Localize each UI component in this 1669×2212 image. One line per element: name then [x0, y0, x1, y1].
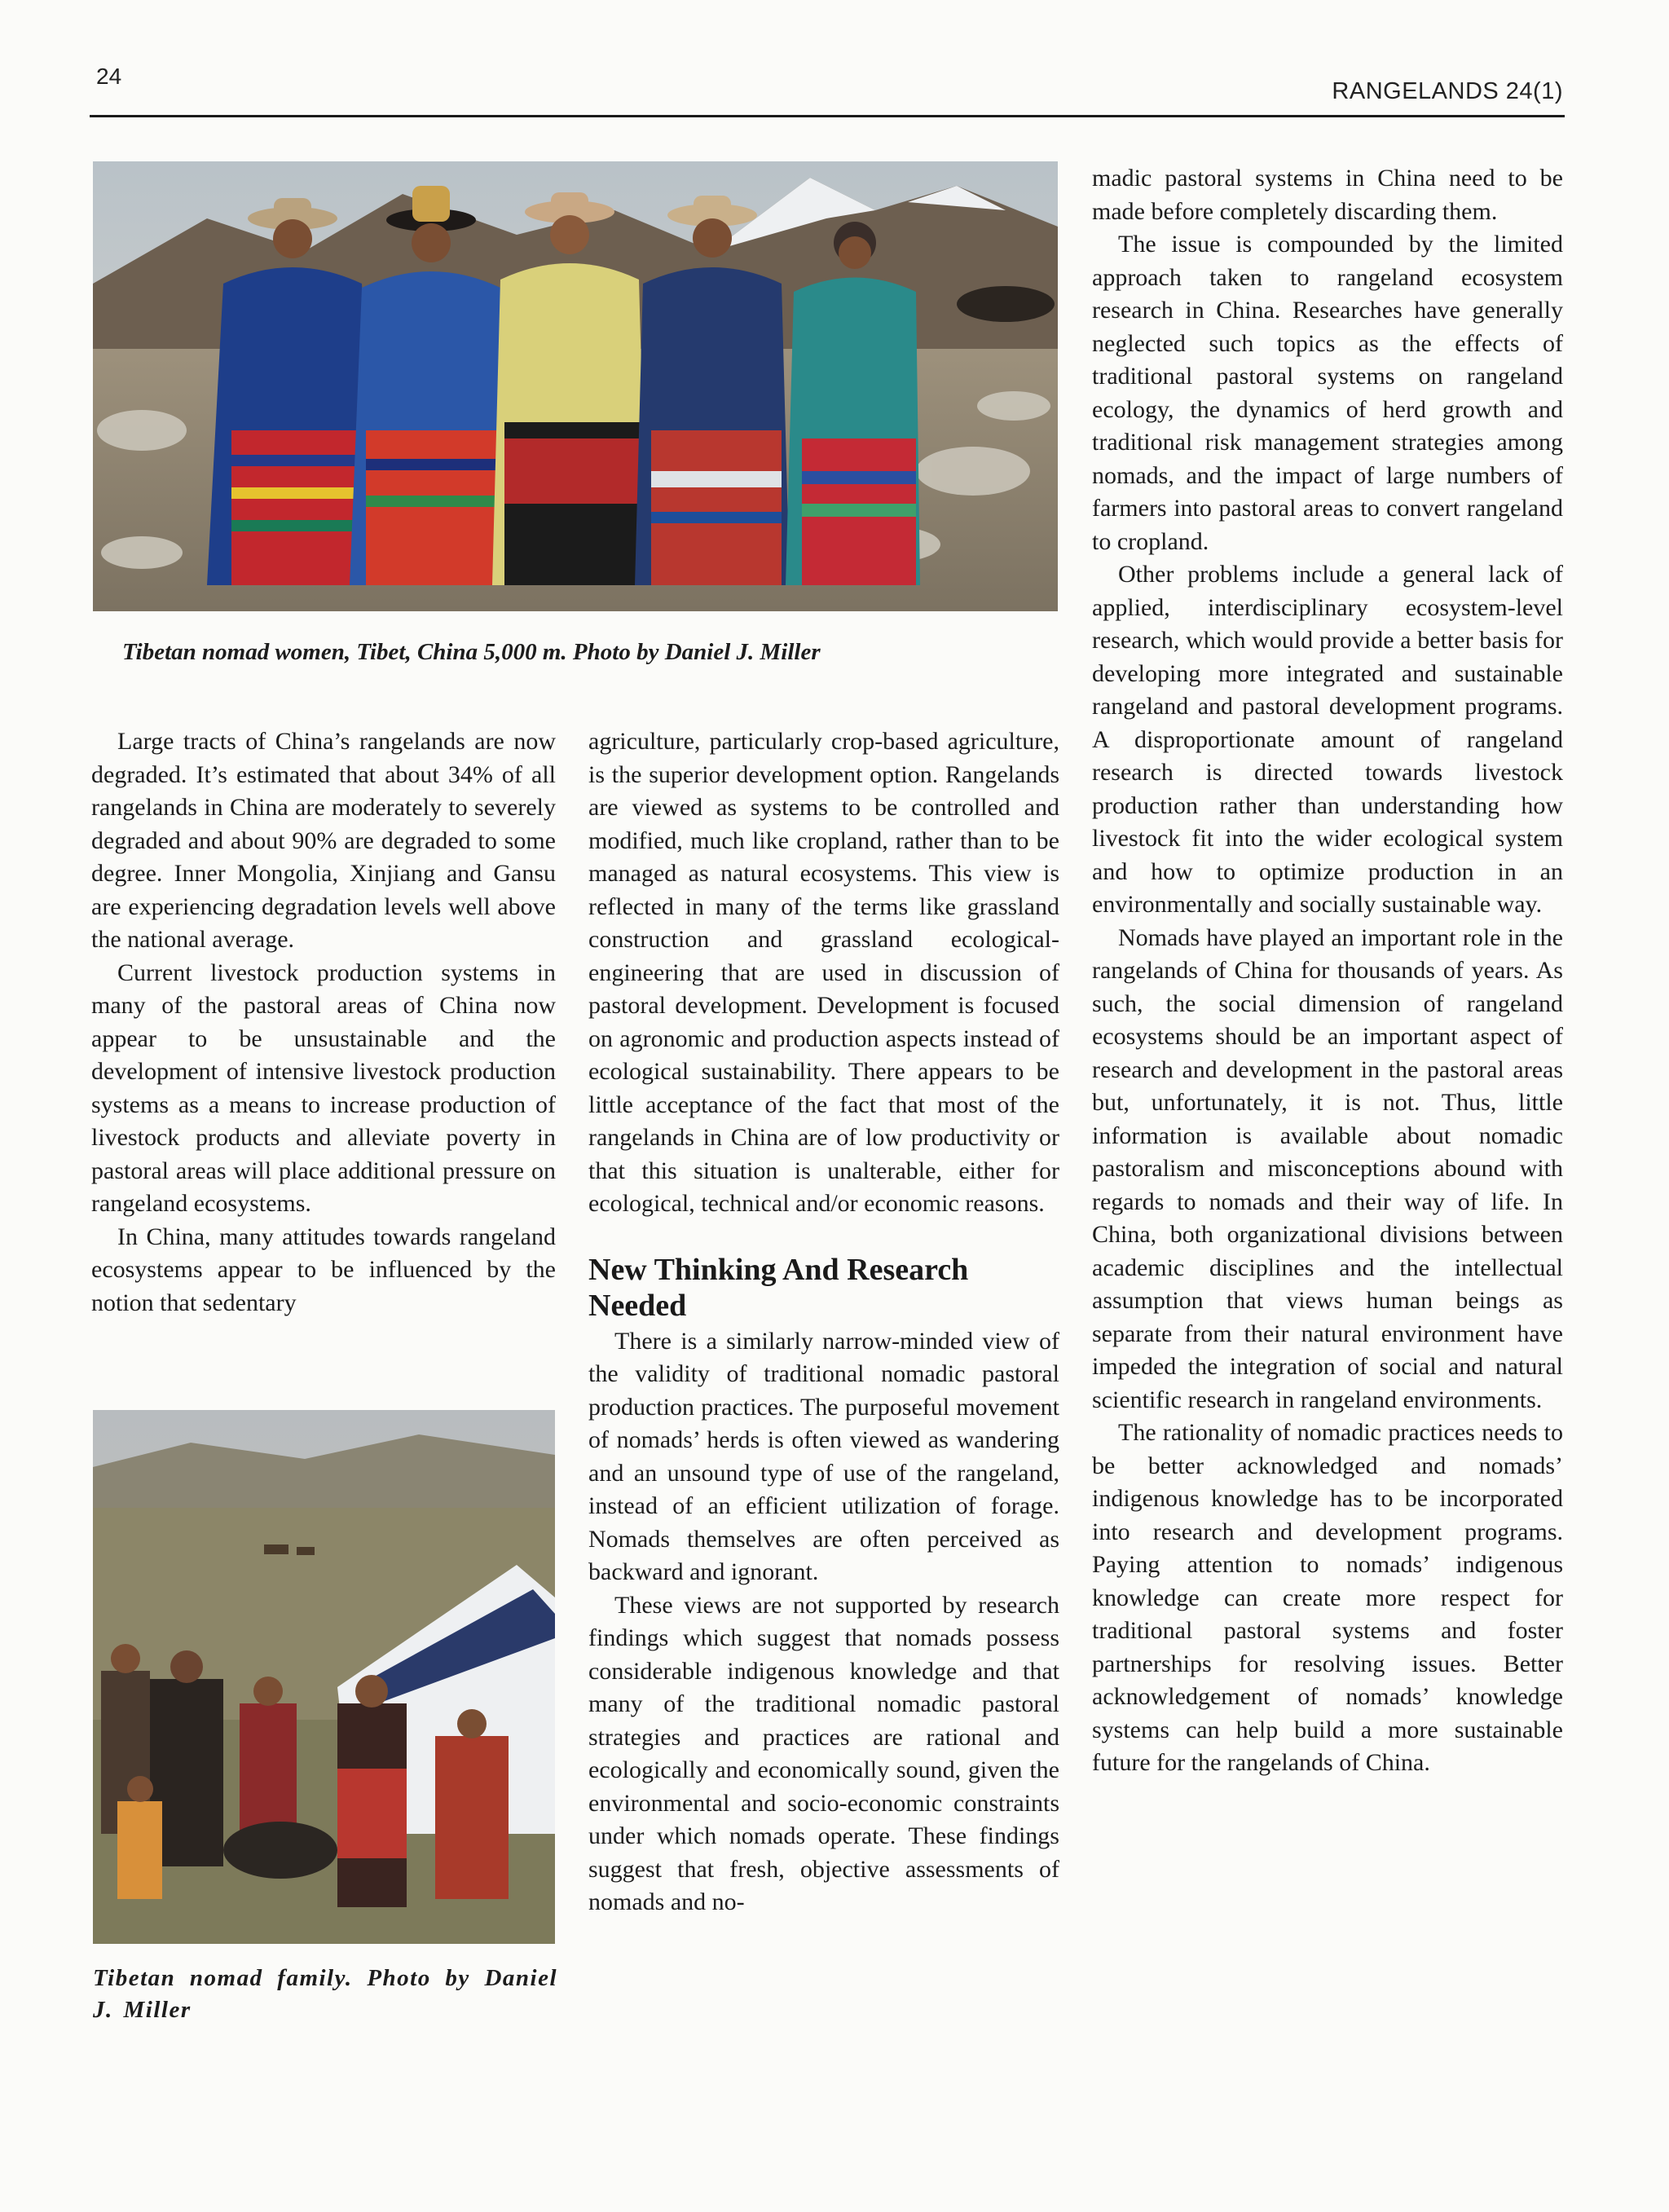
section-heading: New Thinking And Research Needed	[588, 1252, 969, 1323]
paragraph: Nomads have played an important role in the rangelands of China for thousands of years. As such, the social dimension of rangeland ecosystems should be an important aspect of research and development in the pastoral areas but, unfortunately, it is not. Thus, little information is available about nomadic pastoralism and misconceptions abound with regards to nomads and their way of life. In China, both organizational divisions between academic disciplines and the intellectual assumption that views human beings as separate from their natural environment have impeded the integration of social and natural scientific research in rangeland environments.	[1092, 923, 1563, 1413]
header-rule	[90, 115, 1565, 117]
paragraph: agriculture, particularly crop-based agriculture, is the superior development option. Rangelands are viewed as systems to be controlled and modified, much like cropland, rather than to be managed as natural ecosystems. This view is reflected in many of the terms like grassland construction and grassland ecological-engineering that are used in discussion of pastoral development. Development is focused on agronomic and production aspects instead of ecological sustainability. There appears to be little acceptance of the fact that most of the rangelands in China are of low productivity or that this situation is unalterable, either for ecological, technical and/or economic reasons.	[588, 728, 1059, 1217]
journal-issue-label: RANGELANDS 24(1)	[1332, 78, 1563, 104]
photo-caption: Tibetan nomad women, Tibet, China 5,000 m. Photo by Daniel J. Miller	[122, 639, 821, 665]
photo-tibetan-nomad-women	[93, 161, 1058, 611]
text-column-2	[588, 725, 1059, 1919]
paragraph: madic pastoral systems in China need to be made before completely discarding them.	[1092, 165, 1563, 225]
paragraph: Current livestock production systems in many of the pastoral areas of China now appear to be unsustainable and the development of intensive livestock production systems as a means to increase production of livestock products and alleviate poverty in pastoral areas will place additional pressure on rangeland ecosystems.	[91, 958, 556, 1217]
paragraph: The rationality of nomadic practices needs to be better acknowledged and nomads’ indigenous knowledge has to be incorporated into research and development programs. Paying attention to nomads’ indigenous knowledge can create more respect for traditional pastoral systems and foster partnerships for resolving issues. Better acknowledgement of nomads’ knowledge systems can help build a more sustainable future for the rangelands of China.	[1092, 1419, 1563, 1776]
photo-tibetan-nomad-family	[93, 1410, 555, 1944]
paragraph: Other problems include a general lack of applied, interdisciplinary ecosystem-level research, which would provide a better basis for developing more integrated and sustainable rangeland and pastoral development programs. A disproportionate amount of rangeland research is directed towards livestock production rather than understanding how livestock fit into the wider ecological system and how to optimize production in an environmentally and socially sustainable way.	[1092, 561, 1563, 918]
paragraph: Large tracts of China’s rangelands are now degraded. It’s estimated that about 34% of all rangelands in China are moderately to severely degraded and about 90% are degraded to some degree. Inner Mongolia, Xinjiang and Gansu are experiencing degradation levels well above the national average.	[91, 728, 556, 953]
text-column-1	[91, 725, 556, 1320]
text-column-3	[1092, 162, 1563, 1780]
photo-caption: Tibetan nomad family. Photo by Daniel J. Miller	[93, 1965, 557, 2023]
page-number: 24	[96, 64, 122, 89]
paragraph: There is a similarly narrow-minded view of the validity of traditional nomadic pastoral production practices. The purposeful movement of nomads’ herds is often viewed as wandering and an unsound type of use of the rangeland, instead of an efficient utilization of forage. Nomads themselves are often perceived as backward and ignorant.	[588, 1327, 1059, 1585]
paragraph: In China, many attitudes towards rangeland ecosystems appear to be influenced by the notion that sedentary	[91, 1223, 556, 1316]
photo-nomad-family-image	[93, 1410, 555, 1944]
photo-nomad-women-image	[93, 161, 1058, 611]
paragraph: The issue is compounded by the limited approach taken to rangeland ecosystem research in China. Researches have generally neglected such topics as the effects of traditional pastoral systems on rangeland ecology, the dynamics of herd growth and traditional risk management strategies among nomads, and the impact of large numbers of farmers into pastoral areas to convert rangeland to cropland.	[1092, 231, 1563, 555]
paragraph: These views are not supported by research findings which suggest that nomads possess considerable indigenous knowledge and that many of the traditional nomadic pastoral strategies and practices are rational and ecologically and economically sound, given the environmental and socio-economic constraints under which nomads operate. These findings suggest that fresh, objective assessments of nomads and no-	[588, 1591, 1059, 1915]
